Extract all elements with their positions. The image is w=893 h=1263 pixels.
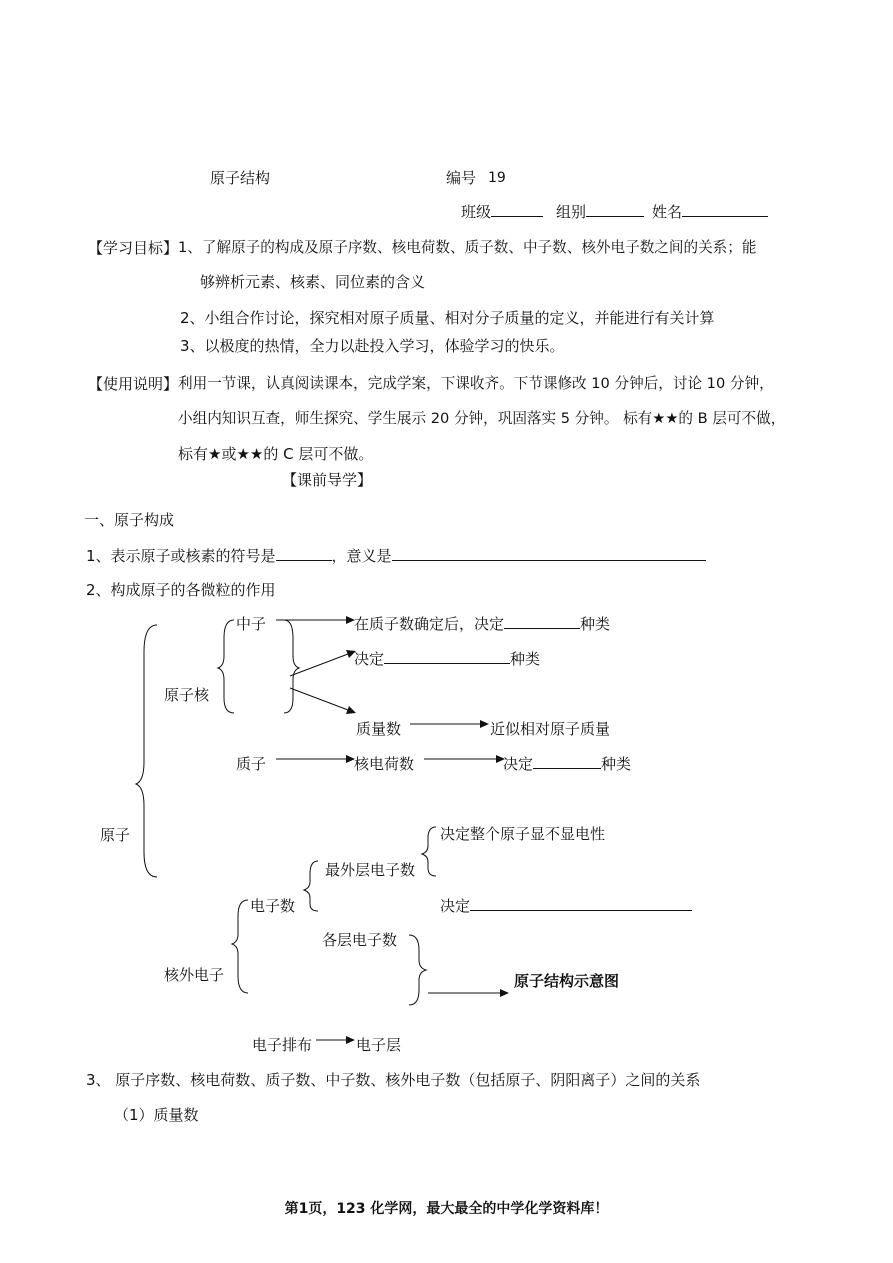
structure-diagram-label: 原子结构示意图 [514,972,620,990]
neutral-effect-label: 决定整个原子显不显电性 [440,825,606,843]
structure-arrow-head [500,989,509,997]
neutron-arrow-3 [290,688,348,710]
question-3: 3、 原子序数、核电荷数、质子数、中子数、核外电子数（包括原子、阴阳离子）之间的关系 [86,1071,701,1089]
decide-label: 决定 [440,897,471,915]
approx-mass-label: 近似相对原子质量 [490,720,611,738]
proton-effect-suffix: 种类 [601,755,632,773]
neutron-effect-1-blank[interactable] [504,614,580,629]
objectives-label: 【学习目标】 [88,239,179,257]
decide-field [440,896,692,916]
section1-heading: 一、原子构成 [84,511,175,529]
electron-brace [232,900,248,993]
page-footer: 第1页，123 化学网，最大最全的中学化学资料库！ [284,1201,609,1217]
atom-brace [136,625,157,877]
objective-2: 2、小组合作讨论，探究相对原子质量、相对分子质量的定义，并能进行有关计算 [180,309,715,327]
question-2: 2、构成原子的各微粒的作用 [86,581,276,599]
question-1-prefix: 1、表示原子或核素的符号是 [86,547,276,565]
instructions-line1: 利用一节课，认真阅读课本，完成学案，下课收齐。下节课修改 10 分钟后，讨论 10 分钟， [178,375,774,392]
proton-label: 质子 [236,755,267,773]
neutron-effect-2-suffix: 种类 [510,650,541,668]
instructions-label: 【使用说明】 [88,375,179,393]
neutron-effect-1-suffix: 种类 [580,615,611,633]
question-3-sub-1: （1）质量数 [114,1106,199,1124]
instructions-line3: 标有★或★★的 C 层可不做。 [178,445,374,463]
outermost-brace [422,827,436,876]
proton-effect-prefix: 决定 [503,755,534,773]
proton-effect [503,754,631,774]
neutron-arrow-3-head [346,706,356,714]
group-label: 组别 [556,203,587,221]
atom-label: 原子 [100,826,131,844]
neutron-label: 中子 [236,615,267,633]
electron-shell-label: 电子层 [356,1036,402,1054]
neutron-effect-1-prefix: 在质子数确定后，决定 [354,615,505,633]
name-label: 姓名 [652,203,683,221]
outermost-electrons-label: 最外层电子数 [325,861,416,879]
instructions-line2: 小组内知识互查，师生探究、学生展示 20 分钟，巩固落实 5 分钟。 标有★★的 B 层可不做， [178,410,786,427]
objective-1-line2: 够辨析元素、核素、同位素的含义 [200,273,426,291]
serial-label: 编号 [446,169,477,187]
neutron-effect-2-blank[interactable] [384,649,510,664]
electron-count-label: 电子数 [250,897,296,915]
nucleus-brace [218,620,234,713]
proton-effect-blank[interactable] [533,754,601,769]
mass-arrow-head [480,720,489,728]
layer-brace [409,935,426,1005]
neutron-effect-2 [354,649,540,669]
class-label: 班级 [461,203,492,221]
neutron-effect-2-prefix: 决定 [354,650,385,668]
electron-count-brace [304,861,318,911]
neutron-brace [284,620,299,713]
nuclear-charge-label: 核电荷数 [354,755,415,773]
layer-electrons-label: 各层电子数 [322,931,398,949]
outer-electrons-label: 核外电子 [164,966,225,984]
neutron-effect-1 [354,614,610,634]
electron-arrangement-label: 电子排布 [252,1036,313,1054]
objective-1-line1: 1、了解原子的构成及原子序数、核电荷数、质子数、中子数、核外电子数之间的关系；能 [178,239,757,256]
decide-blank[interactable] [470,896,692,911]
preview-heading: 【课前导学】 [282,471,373,489]
page-title: 原子结构 [210,169,271,187]
objective-3: 3、以极度的热情，全力以赴投入学习，体验学习的快乐。 [180,337,565,355]
nucleus-label: 原子核 [164,686,210,704]
arrangement-arrow-head [346,1036,355,1044]
neutron-arrow-2 [290,654,348,676]
mass-number-label: 质量数 [356,720,402,738]
question-1-middle: ，意义是 [331,547,392,565]
serial-number: 19 [488,170,506,186]
